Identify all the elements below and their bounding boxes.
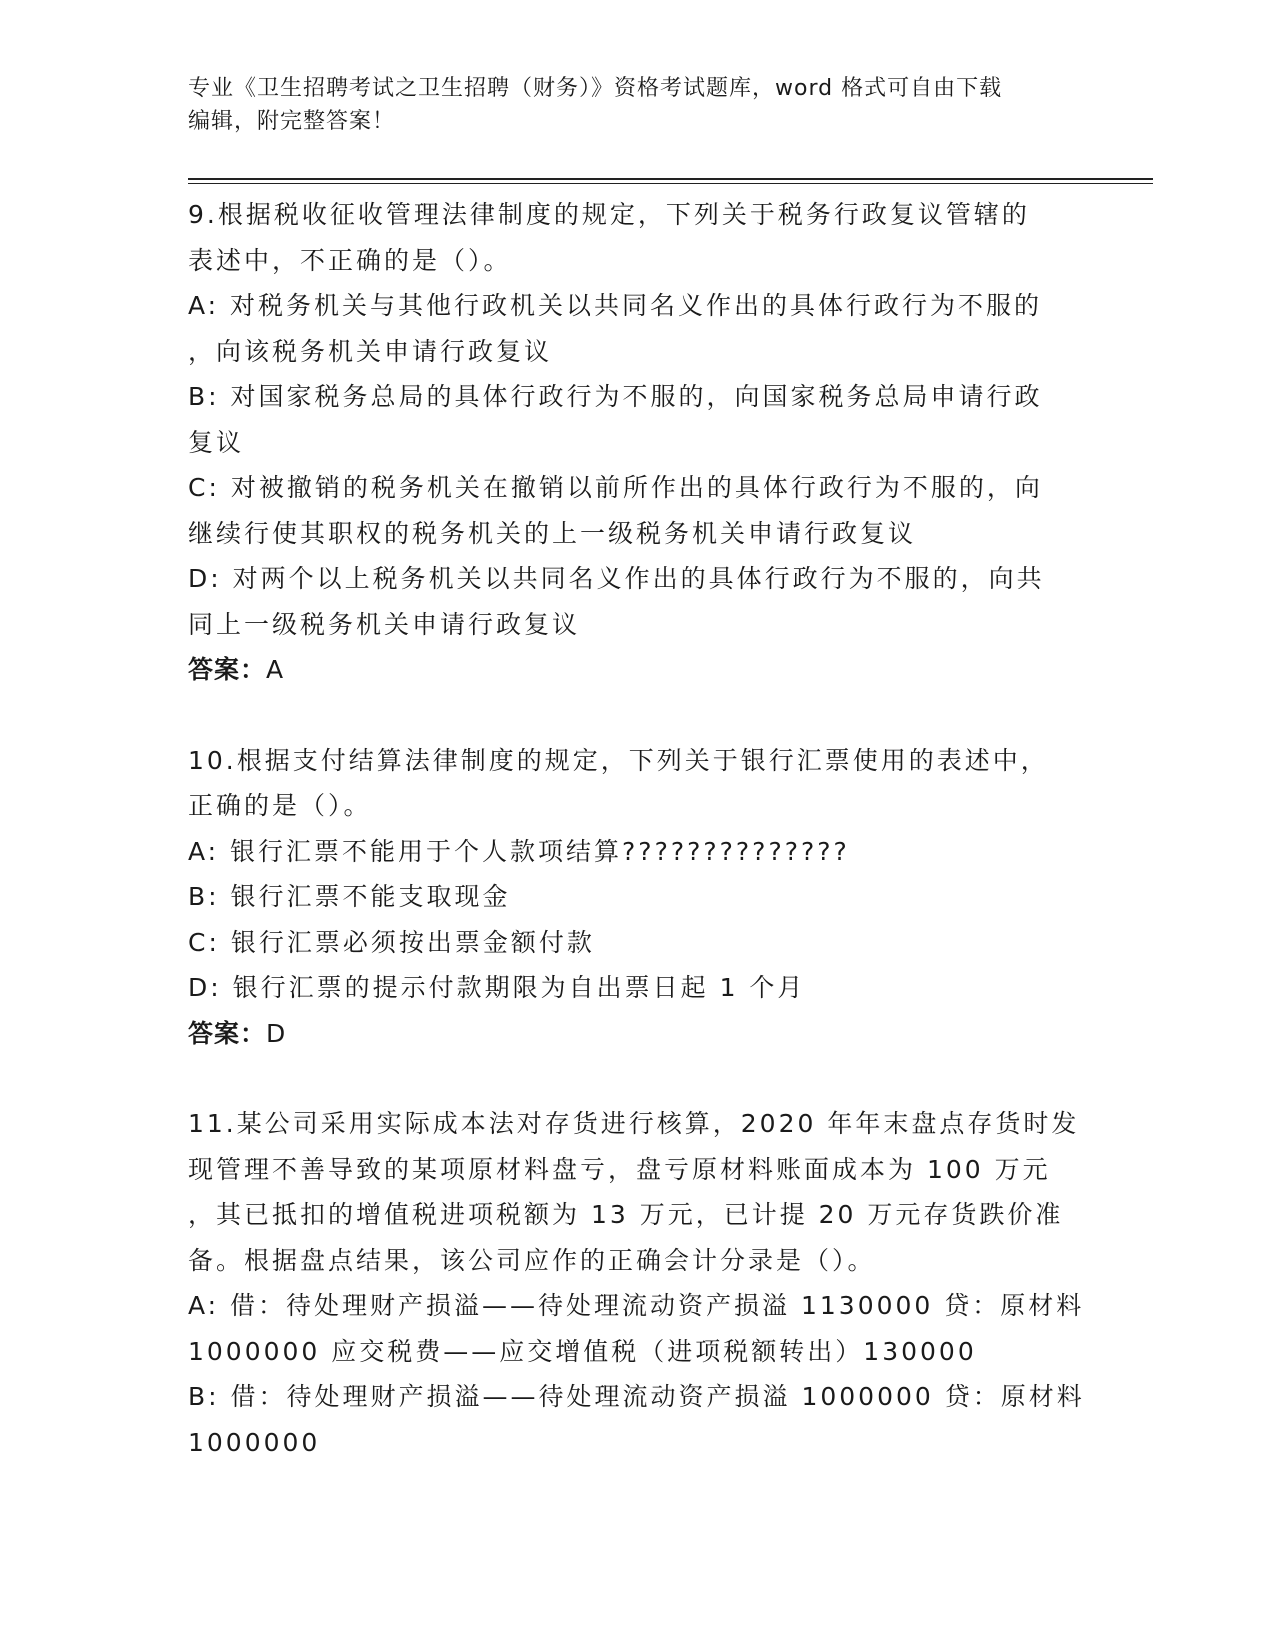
question-stem-line: ，其已抵扣的增值税进项税额为 13 万元，已计提 20 万元存货跌价准 bbox=[188, 1200, 1064, 1229]
option-b-line: 复议 bbox=[188, 427, 245, 457]
option-a-line: A: 对税务机关与其他行政机关以共同名义作出的具体行政行为不服的 bbox=[188, 291, 1043, 320]
question-stem-line: 11.某公司采用实际成本法对存货进行核算，2020 年年末盘点存货时发 bbox=[188, 1109, 1080, 1138]
option-a-line: A: 银行汇票不能用于个人款项结算?????????????? bbox=[188, 836, 850, 866]
header-line-2: 编辑，附完整答案！ bbox=[188, 109, 396, 134]
option-a-line: 1000000 应交税费——应交增值税（进项税额转出）130000 bbox=[188, 1336, 977, 1366]
option-b-line: 1000000 bbox=[188, 1427, 321, 1457]
option-a-line: A: 借：待处理财产损溢——待处理流动资产损溢 1130000 贷：原材料 bbox=[188, 1291, 1085, 1320]
header-divider-thick bbox=[188, 178, 1153, 180]
question-spacer bbox=[188, 693, 1088, 738]
question-spacer bbox=[188, 1056, 1088, 1101]
answer-line bbox=[188, 647, 1088, 693]
question-stem-line: 9.根据税收征收管理法律制度的规定，下列关于税务行政复议管辖的 bbox=[188, 200, 1030, 229]
option-c-line: 继续行使其职权的税务机关的上一级税务机关申请行政复议 bbox=[188, 518, 917, 548]
option-b-line: B: 对国家税务总局的具体行政行为不服的，向国家税务总局申请行政 bbox=[188, 382, 1043, 411]
header-divider-thin bbox=[188, 183, 1153, 184]
header-line-1: 专业《卫生招聘考试之卫生招聘（财务）》资格考试题库，word 格式可自由下载 bbox=[188, 76, 1003, 101]
option-b-line: B: 银行汇票不能支取现金 bbox=[188, 882, 511, 911]
option-b-line: B: 借：待处理财产损溢——待处理流动资产损溢 1000000 贷：原材料 bbox=[188, 1382, 1085, 1411]
option-d-line: 同上一级税务机关申请行政复议 bbox=[188, 609, 581, 639]
option-c-line: C: 对被撤销的税务机关在撤销以前所作出的具体行政行为不服的，向 bbox=[188, 473, 1043, 502]
question-stem-line: 现管理不善导致的某项原材料盘亏，盘亏原材料账面成本为 100 万元 bbox=[188, 1154, 1051, 1184]
option-a-line: ，向该税务机关申请行政复议 bbox=[188, 336, 553, 366]
option-d-line: D: 对两个以上税务机关以共同名义作出的具体行政行为不服的，向共 bbox=[188, 564, 1045, 593]
answer-line bbox=[188, 1011, 1088, 1057]
option-d-line: D: 银行汇票的提示付款期限为自出票日起 1 个月 bbox=[188, 973, 806, 1002]
question-stem-line: 正确的是（）。 bbox=[188, 791, 372, 820]
question-stem-line: 表述中，不正确的是（）。 bbox=[188, 245, 512, 275]
answer-label: 答案： bbox=[188, 655, 267, 684]
answer-label: 答案： bbox=[188, 1018, 267, 1048]
question-stem-line: 10.根据支付结算法律制度的规定，下列关于银行汇票使用的表述中， bbox=[188, 745, 1049, 775]
answer-value: A bbox=[266, 655, 285, 684]
answer-value: D bbox=[266, 1018, 287, 1048]
question-9 bbox=[188, 192, 1088, 693]
option-c-line: C: 银行汇票必须按出票金额付款 bbox=[188, 927, 595, 957]
document-header bbox=[188, 72, 1068, 138]
question-stem-line: 备。根据盘点结果，该公司应作的正确会计分录是（）。 bbox=[188, 1245, 876, 1275]
questions-list bbox=[188, 192, 1088, 1465]
question-10 bbox=[188, 738, 1088, 1057]
question-11 bbox=[188, 1101, 1088, 1465]
